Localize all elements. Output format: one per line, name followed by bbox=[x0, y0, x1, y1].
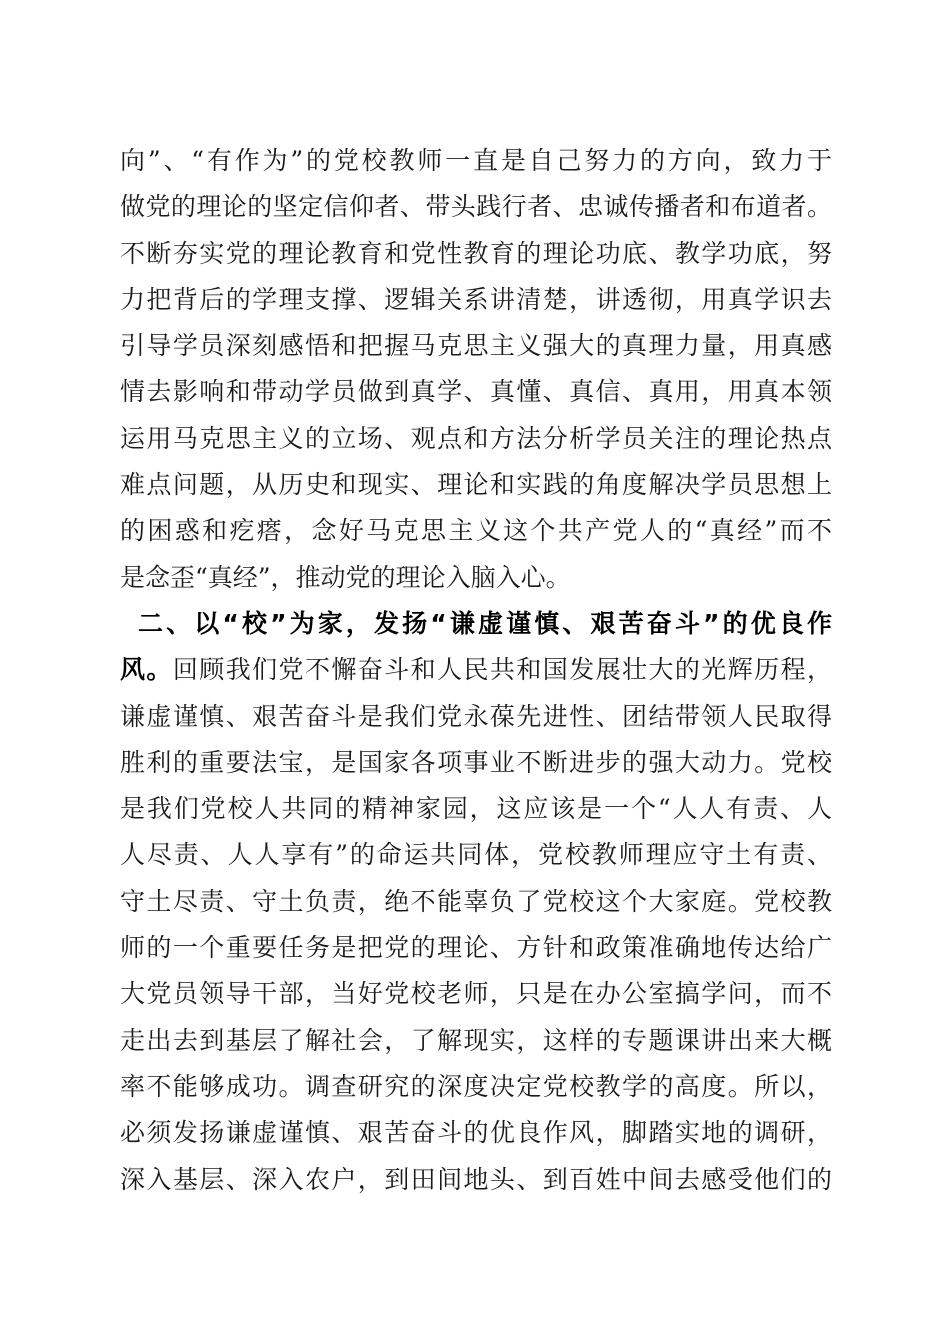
body-text bbox=[120, 138, 832, 1203]
section-heading-end: 风。 bbox=[120, 655, 173, 685]
paragraph-2-line: 胜利的重要法宝，是国家各项事业不断进步的强大动力。党校 bbox=[120, 747, 832, 777]
section-heading: 二、以“校”为家，发扬“谦虚谨慎、艰苦奋斗”的优良作 bbox=[138, 608, 832, 638]
paragraph-2-line: 大党员领导干部，当好党校老师，只是在办公室搞学问，而不 bbox=[120, 979, 832, 1009]
paragraph-2-line: 是我们党校人共同的精神家园，这应该是一个“人人有责、人 bbox=[120, 794, 832, 824]
paragraph-2-line bbox=[120, 647, 832, 693]
paragraph-2-line: 人尽责、人人享有”的命运共同体，党校教师理应守土有责、 bbox=[120, 840, 832, 870]
paragraph-1-line: 难点问题，从历史和现实、理论和实践的角度解决学员思想上 bbox=[120, 470, 832, 500]
paragraph-1-line: 力把背后的学理支撑、逻辑关系讲清楚，讲透彻，用真学识去 bbox=[120, 284, 832, 314]
paragraph-2-line: 必须发扬谦虚谨慎、艰苦奋斗的优良作风，脚踏实地的调研， bbox=[120, 1118, 832, 1148]
paragraph-2-line: 深入基层、深入农户，到田间地头、到百姓中间去感受他们的 bbox=[120, 1164, 832, 1194]
paragraph-1-line: 引导学员深刻感悟和把握马克思主义强大的真理力量，用真感 bbox=[120, 331, 832, 361]
paragraph-1-line: 的困惑和疙瘩，念好马克思主义这个共产党人的“真经”而不 bbox=[120, 516, 832, 546]
paragraph-2-line: 守土尽责、守土负责，绝不能辜负了党校这个大家庭。党校教 bbox=[120, 886, 832, 916]
paragraph-1-line: 情去影响和带动学员做到真学、真懂、真信、真用，用真本领 bbox=[120, 377, 832, 407]
paragraph-2-line: 师的一个重要任务是把党的理论、方针和政策准确地传达给广 bbox=[120, 933, 832, 963]
paragraph-2-line: 率不能够成功。调查研究的深度决定党校教学的高度。所以， bbox=[120, 1071, 832, 1101]
paragraph-1-line: 不断夯实党的理论教育和党性教育的理论功底、教学功底，努 bbox=[120, 238, 832, 268]
paragraph-1-line: 向”、“有作为”的党校教师一直是自己努力的方向，致力于 bbox=[120, 146, 832, 175]
paragraph-1-line: 运用马克思主义的立场、观点和方法分析学员关注的理论热点 bbox=[120, 423, 832, 453]
paragraph-1-line: 是念歪“真经”，推动党的理论入脑入心。 bbox=[120, 562, 571, 592]
paragraph-1-line: 做党的理论的坚定信仰者、带头践行者、忠诚传播者和布道者。 bbox=[120, 192, 832, 222]
paragraph-2-line: 走出去到基层了解社会，了解现实，这样的专题课讲出来大概 bbox=[120, 1025, 832, 1055]
paragraph-2-line: 谦虚谨慎、艰苦奋斗是我们党永葆先进性、团结带领人民取得 bbox=[120, 701, 832, 731]
paragraph-2-line-text: 回顾我们党不懈奋斗和人民共和国发展壮大的光辉历程， bbox=[172, 655, 832, 685]
